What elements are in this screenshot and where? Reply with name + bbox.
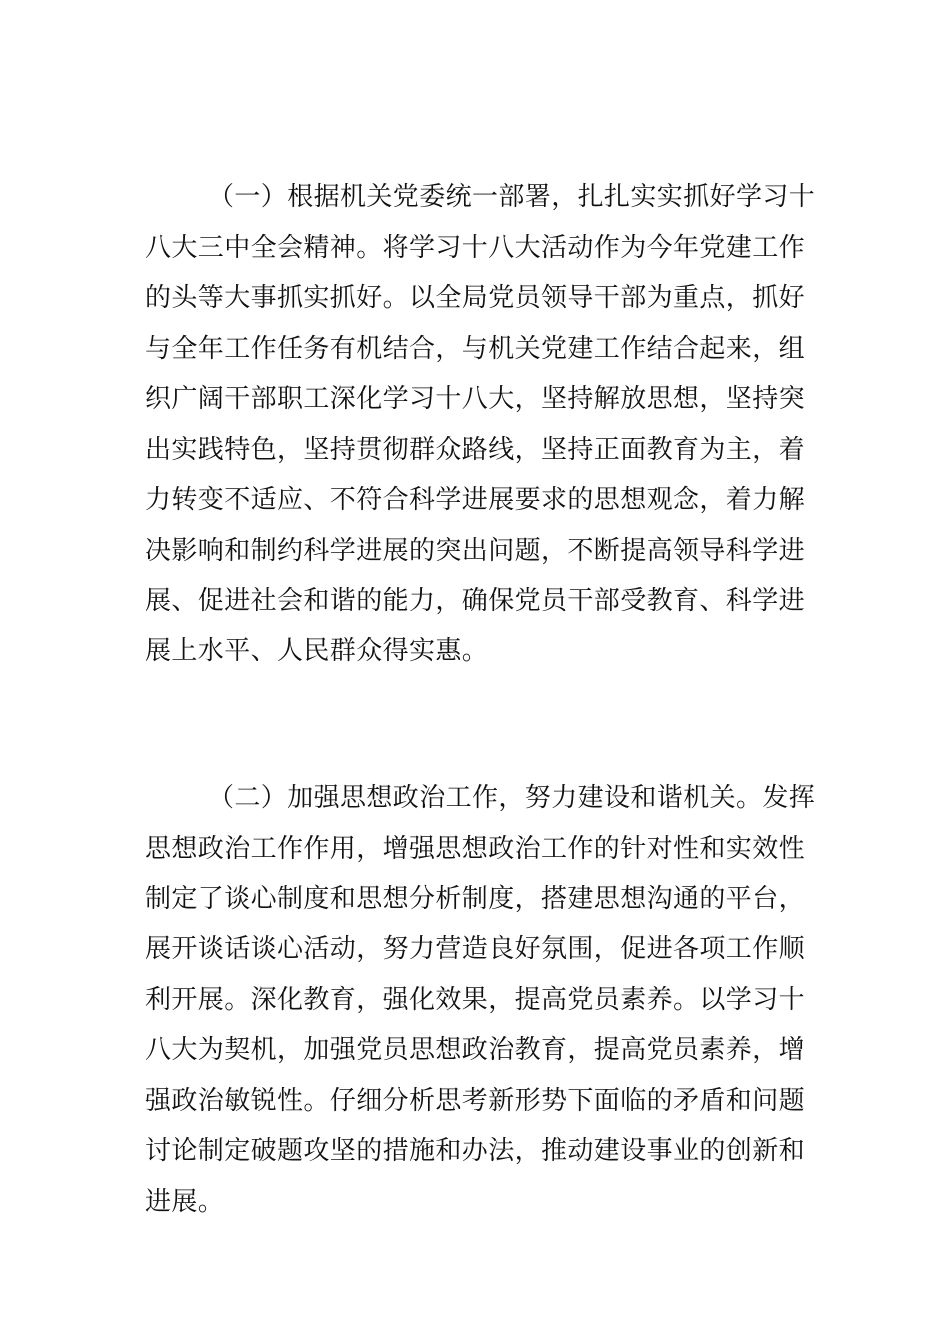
paragraph-line: 强政治敏锐性。仔细分析思考新形势下面临的矛盾和问题 xyxy=(145,1086,806,1116)
paragraph-line: 展开谈话谈心活动，努力营造良好氛围，促进各项工作顺 xyxy=(145,934,806,964)
paragraph-line: 展、促进社会和谐的能力，确保党员干部受教育、科学进 xyxy=(145,586,806,616)
paragraph-line: 利开展。深化教育，强化效果，提高党员素养。以学习十 xyxy=(145,985,806,1015)
paragraph-line: 与全年工作任务有机结合，与机关党建工作结合起来，组 xyxy=(145,334,806,364)
paragraph-line: 进展。 xyxy=(145,1187,225,1217)
paragraph-line: 八大为契机，加强党员思想政治教育，提高党员素养，增 xyxy=(145,1035,806,1065)
paragraph-line: 的头等大事抓实抓好。以全局党员领导干部为重点，抓好 xyxy=(145,283,806,313)
paragraph-line: 出实践特色，坚持贯彻群众路线，坚持正面教育为主，着 xyxy=(145,435,806,465)
paragraph-line: 思想政治工作作用，增强思想政治工作的针对性和实效性 xyxy=(145,834,806,864)
paragraph-line: （一）根据机关党委统一部署，扎扎实实抓好学习十 xyxy=(208,182,816,212)
paragraph-line: 决影响和制约科学进展的突出问题，不断提高领导科学进 xyxy=(145,536,806,566)
paragraph-line: 讨论制定破题攻坚的措施和办法，推动建设事业的创新和 xyxy=(145,1136,806,1166)
paragraph-line: 织广阔干部职工深化学习十八大，坚持解放思想，坚持突 xyxy=(145,384,806,414)
paragraph-line: 制定了谈心制度和思想分析制度，搭建思想沟通的平台， xyxy=(145,884,806,914)
paragraph-line: 八大三中全会精神。将学习十八大活动作为今年党建工作 xyxy=(145,233,806,263)
paragraph-line: （二）加强思想政治工作，努力建设和谐机关。发挥 xyxy=(208,783,816,813)
paragraph-line: 力转变不适应、不符合科学进展要求的思想观念，着力解 xyxy=(145,485,806,515)
paragraph-line: 展上水平、人民群众得实惠。 xyxy=(145,636,489,666)
